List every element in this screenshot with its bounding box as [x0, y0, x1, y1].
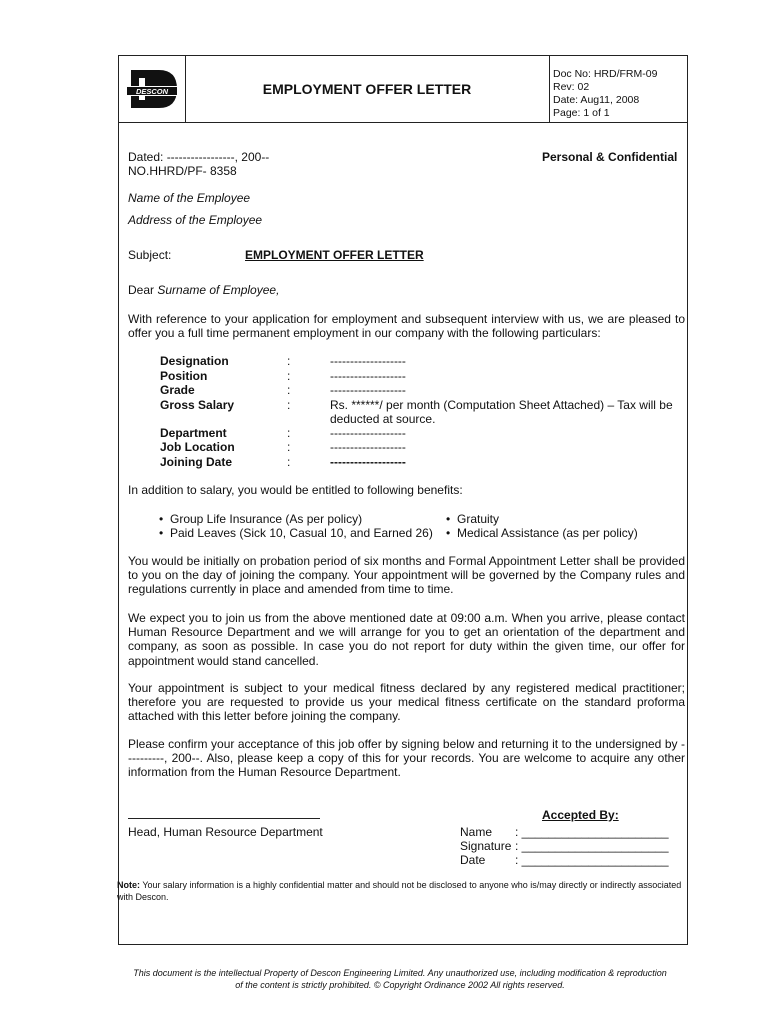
particular-value: -------------------	[330, 369, 406, 383]
note-text: Your salary information is a highly confidential matter and should not be disclosed to anyone who is/may directly or indirectly associated with Descon.	[117, 880, 682, 902]
benefit-item	[159, 512, 362, 526]
particular-value: Rs. ******/ per month (Computation Sheet Attached) – Tax will be	[330, 398, 673, 412]
intro-paragraph: With reference to your application for employment and subsequent interview with us, we are pleased to offer you a full time permanent employment in our company with the following particulars:	[128, 312, 685, 341]
descon-logo	[119, 56, 186, 122]
footer-line-2: of the content is strictly prohibited. © Copyright Ordinance 2002 All rights reserved.	[235, 979, 565, 990]
confidentiality-note	[117, 879, 687, 903]
confidential-label: Personal & Confidential	[542, 150, 678, 164]
particular-colon: :	[287, 440, 291, 454]
benefit-item	[446, 526, 638, 540]
accepted-by-label: Accepted By:	[542, 808, 619, 822]
subject-text: EMPLOYMENT OFFER LETTER	[245, 248, 424, 262]
employee-address-placeholder: Address of the Employee	[128, 213, 263, 227]
dated-line: Dated: -----------------, 200--	[128, 150, 270, 164]
accept-date-field: : ______________________	[515, 853, 669, 867]
benefit-item	[446, 512, 499, 526]
benefit-item	[159, 526, 433, 540]
probation-paragraph: You would be initially on probation period of six months and Formal Appointment Letter shall be provided to you on the day of joining the company. Your appointment will be governed by the Company rules and regulations currently in place and amended from time to time.	[128, 554, 685, 597]
particular-label: Joining Date	[160, 455, 233, 469]
particular-value: -------------------	[330, 455, 406, 469]
bullet-icon: •	[446, 526, 451, 540]
salutation-name: Surname of Employee,	[157, 283, 280, 297]
document-header	[119, 56, 687, 123]
bullet-icon: •	[159, 512, 164, 526]
medical-paragraph: Your appointment is subject to your medical fitness declared by any registered medical practitioner; therefore you are requested to provide us your medical fitness certificate on the standard proforma attached with this letter before joining the company.	[128, 681, 685, 724]
particular-colon: :	[287, 398, 291, 412]
particular-label: Position	[160, 369, 208, 383]
accept-signature-label: Signature	[460, 839, 512, 853]
benefit-text: Group Life Insurance (As per policy)	[170, 512, 363, 526]
particular-value: -------------------	[330, 440, 406, 454]
benefits-intro: In addition to salary, you would be entitled to following benefits:	[128, 483, 463, 497]
particular-label: Job Location	[160, 440, 235, 454]
particular-label: Department	[160, 426, 227, 440]
joining-paragraph: We expect you to join us from the above mentioned date at 09:00 a.m. When you arrive, please contact Human Resource Department and we will arrange for you to get an orientation of the department and company, as soon as possible. In case you do not report for duty within the given time, our offer for appointment would stand cancelled.	[128, 611, 685, 668]
doc-date: Date: Aug11, 2008	[553, 94, 640, 106]
salutation-prefix: Dear	[128, 283, 158, 297]
document-title: EMPLOYMENT OFFER LETTER	[185, 56, 550, 122]
logo-text: DESCON	[135, 87, 169, 96]
particular-value-continued: deducted at source.	[330, 412, 436, 426]
note-label: Note:	[117, 880, 140, 890]
reference-number: NO.HHRD/PF- 8358	[128, 164, 237, 178]
particular-colon: :	[287, 369, 291, 383]
bullet-icon: •	[446, 512, 451, 526]
benefit-text: Medical Assistance (as per policy)	[457, 526, 638, 540]
confirmation-paragraph: Please confirm your acceptance of this job offer by signing below and returning it to the undersigned by ----------, 200--. Also, please keep a copy of this for your records. You are welcome to acquire any other information from the Human Resource Department.	[128, 737, 685, 780]
descon-logo-icon	[119, 56, 185, 122]
subject-label: Subject:	[128, 248, 172, 262]
signatory-title: Head, Human Resource Department	[128, 825, 323, 839]
copyright-footer	[110, 968, 690, 991]
employee-name-placeholder: Name of the Employee	[128, 191, 251, 205]
accept-signature-field: : ______________________	[515, 839, 669, 853]
accept-name-label: Name	[460, 825, 493, 839]
doc-revision: Rev: 02	[553, 81, 590, 93]
particular-colon: :	[287, 354, 291, 368]
particular-colon: :	[287, 383, 291, 397]
particular-label: Grade	[160, 383, 195, 397]
doc-number: Doc No: HRD/FRM-09	[553, 68, 658, 80]
signature-line	[128, 818, 320, 819]
particular-value: -------------------	[330, 383, 406, 397]
particular-colon: :	[287, 455, 291, 469]
particular-colon: :	[287, 426, 291, 440]
benefit-text: Paid Leaves (Sick 10, Casual 10, and Earned 26)	[170, 526, 433, 540]
benefit-text: Gratuity	[457, 512, 500, 526]
doc-page: Page: 1 of 1	[553, 107, 610, 119]
particular-label: Gross Salary	[160, 398, 235, 412]
accept-date-label: Date	[460, 853, 486, 867]
particular-value: -------------------	[330, 426, 406, 440]
salutation	[128, 283, 279, 297]
particular-label: Designation	[160, 354, 229, 368]
bullet-icon: •	[159, 526, 164, 540]
accept-name-field: : ______________________	[515, 825, 669, 839]
footer-line-1: This document is the intellectual Property of Descon Engineering Limited. Any unauthorized use, including modification & reproduction	[133, 968, 667, 978]
particular-value: -------------------	[330, 354, 406, 368]
document-meta	[553, 68, 657, 120]
